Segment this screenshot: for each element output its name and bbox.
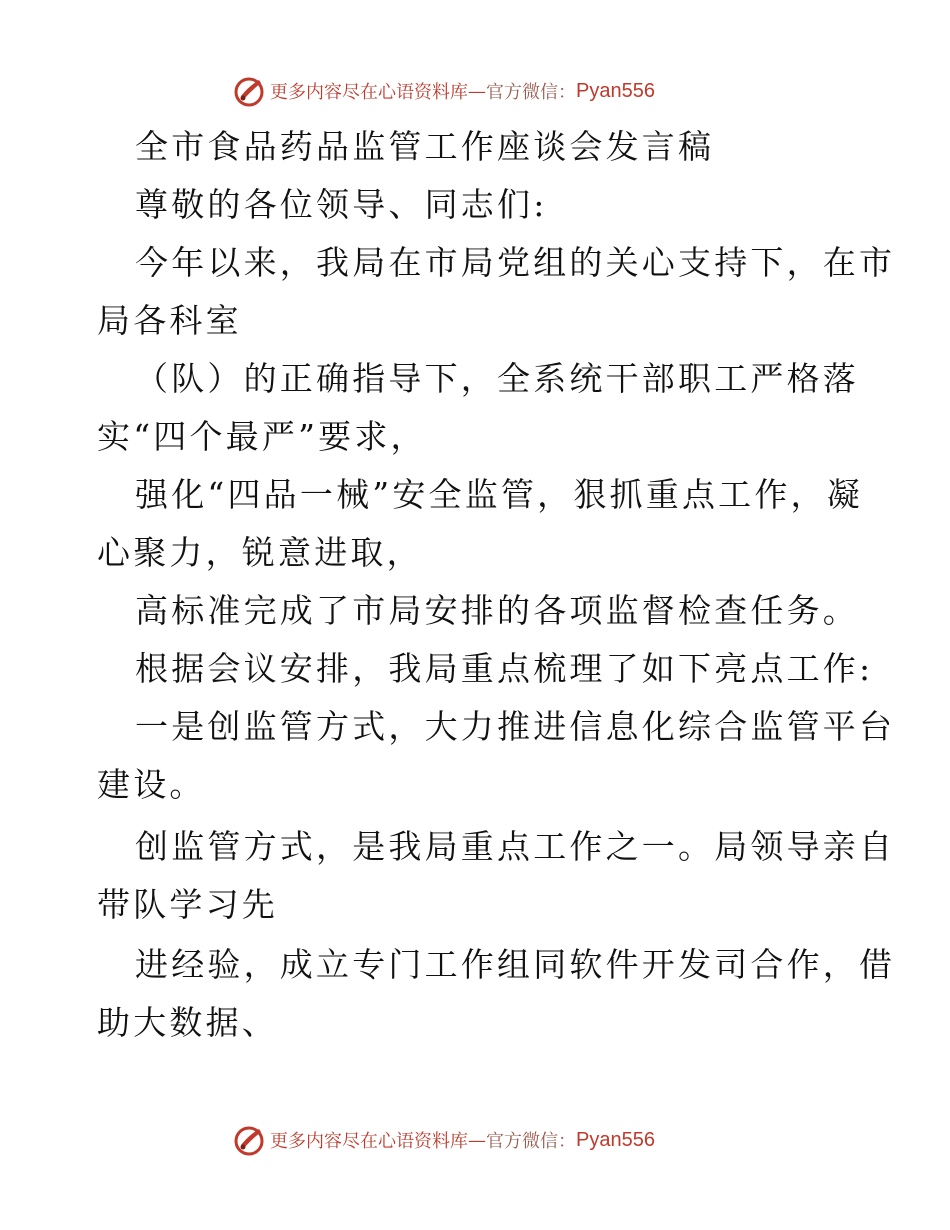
brush-logo-icon (232, 1123, 266, 1157)
watermark-wechat-id: Pyan556 (576, 79, 655, 102)
brush-logo-icon (232, 74, 266, 108)
paragraph-line: 建设。 (97, 765, 206, 804)
paragraph-line: 根据会议安排，我局重点梳理了如下亮点工作: (135, 649, 874, 688)
watermark-sub-text: 官方微信： (486, 1131, 576, 1152)
watermark-main-text: 更多内容尽在心语资料库 (270, 82, 468, 103)
watermark-sub-text: 官方微信： (486, 82, 576, 103)
paragraph-line: 局各科室 (97, 301, 242, 340)
watermark-main-text: 更多内容尽在心语资料库 (270, 1131, 468, 1152)
paragraph-line: 强化“四品一械”安全监管，狠抓重点工作，凝 (135, 475, 863, 514)
document-title: 全市食品药品监管工作座谈会发言稿 (135, 127, 715, 166)
watermark-dash: — (468, 1129, 486, 1151)
paragraph-line: 创监管方式，是我局重点工作之一。局领导亲自 (135, 827, 896, 866)
footer-watermark (232, 1120, 655, 1160)
paragraph-line: （队）的正确指导下，全系统干部职工严格落 (135, 359, 859, 398)
salutation: 尊敬的各位领导、同志们: (135, 185, 548, 224)
paragraph-line: 今年以来，我局在市局党组的关心支持下，在市 (135, 243, 896, 282)
paragraph-line: 助大数据、 (97, 1003, 278, 1042)
header-watermark (232, 71, 655, 111)
paragraph-line: 带队学习先 (97, 885, 278, 924)
paragraph-line: 一是创监管方式，大力推进信息化综合监管平台 (135, 707, 896, 746)
watermark-wechat-id: Pyan556 (576, 1128, 655, 1151)
paragraph-line: 实“四个最严”要求， (97, 417, 427, 456)
paragraph-line: 高标准完成了市局安排的各项监督检查任务。 (135, 591, 859, 630)
paragraph-line: 进经验，成立专门工作组同软件开发司合作，借 (135, 945, 896, 984)
paragraph-line: 心聚力，锐意进取， (97, 533, 423, 572)
watermark-dash: — (468, 80, 486, 102)
